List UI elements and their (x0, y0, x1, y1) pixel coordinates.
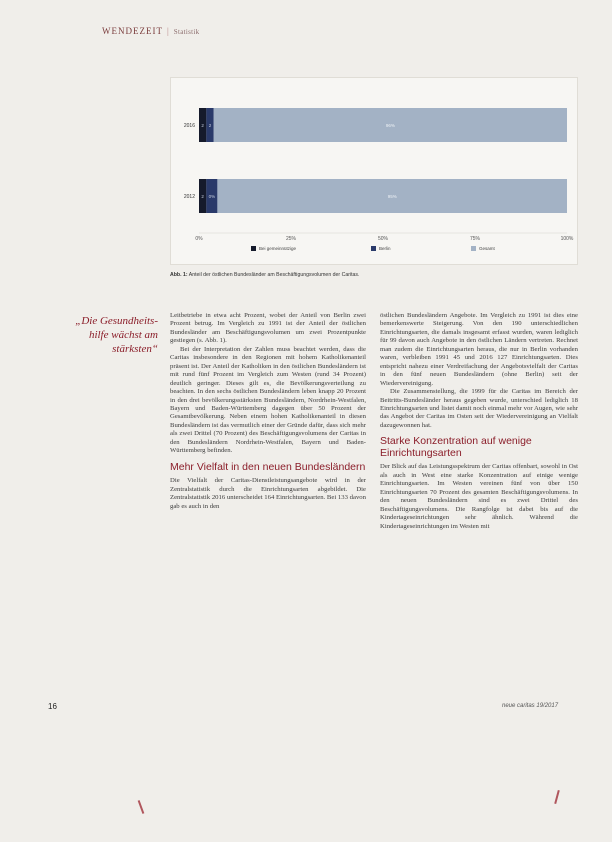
text-column-2 (380, 312, 578, 531)
col2-paragraph-2: Die Zusammenstellung, die 1999 für die Caritas im Bereich der Beitritts-Bundesländer heraus gegeben wurde, unterschied lediglich 18 Einrichtungsarten und listet damit noch einmal mehr vor Augen, wie sehr das Angebot der Caritas im Osten seit der Wiedervereinigung an Vielfalt dazugewonnen hat. (380, 388, 578, 429)
stacked-bar-chart (170, 77, 578, 265)
col1-paragraph-2: Bei der Interpretation der Zahlen muss beachtet werden, dass die Caritas insbesondere in den Regionen mit hohem Katholikenanteil präsent ist. Der Anteil der Katholiken in den östlichen Bundesländern ist mit rund fünf Prozent im Vergleich zum Westen (rund 34 Prozent) deutlich geringer. Dieses gilt es, die Bevölkerungsverteilung zu beachten. In den sechs östlichen Bundesländern leben knapp 20 Prozent in den drei bevölkerungsstärksten Bundesländern, Nordrhein-Westfalen, Bayern und Baden-Württemberg dagegen über 50 Prozent der Gesamtbevölkerung. Neben einem hohen Katholikenanteil in diesen Bundesländern ist das vermutlich einer der Gründe dafür, dass sich mehr als zwei Drittel (70 Prozent) des Beschäftigungsvolumens der Caritas in den Bundesländern Nordrhein-Westfalen, Bayern und Baden-Württemberg befinden. (170, 345, 366, 455)
legend-swatch (371, 246, 376, 251)
running-header (102, 26, 199, 36)
legend-label: Gesamt (479, 246, 495, 251)
col1-paragraph-1: Leitbetriebe in etwa acht Prozent, wobei der Anteil von Berlin zwei Prozent betrug. Im Vergleich zu 1991 ist der Anteil der östlichen Bundesländer am Beschäftigungsvolumen um zwei Prozentpunkte gestiegen (s. Abb. 1). (170, 312, 366, 345)
text-column-1 (170, 312, 366, 511)
segment-label: 0% (208, 194, 216, 199)
x-tick-label: 75% (469, 236, 481, 242)
x-tick-label: 25% (285, 236, 297, 242)
col2-paragraph-1: östlichen Bundesländern Angebote. Im Vergleich zu 1991 ist dies eine bemerkenswerte Steigerung. Von den 190 unterschiedlichen Einrichtungsarten, die damals insgesamt erfasst wurden, waren lediglich für 99 davon auch Angebote in den östlichen Ländern vertreten. Rechnet man zudem die Einrichtungsarten heraus, die nur in Berlin vorhanden waren, verbleiben 1991 45 und 2016 127 Einrichtungsarten. Dies entspricht nahezu einer Verdreifachung der Angebotsvielfalt der Caritas in den fünf neuen Bundesländern (ohne Berlin) seit der Wiedervereinigung. (380, 312, 578, 387)
legend-label: Berlin (379, 246, 391, 251)
segment-label: 2 (208, 123, 212, 128)
x-tick-label: 0% (195, 236, 203, 242)
header-section: Statistik (173, 28, 200, 36)
col2-paragraph-3: Der Blick auf das Leistungsspektrum der Caritas offenbart, sowohl in Ost als auch in West eine starke Konzentration auf einige wenige Einrichtungsarten. Im Westen vereinen fünf von über 150 Einrichtungsarten 70 Prozent des gesamten Beschäftigungsvolumens. In den neuen Bundesländern sind es zwei Drittel des Beschäftigungsvolumens. Die Rangfolge ist dabei bis auf die Kindertageseinrichtungen sehr ähnlich. Während die Kindertageseinrichtungen im Westen mit (380, 463, 578, 530)
margin-mark (138, 800, 145, 814)
category-label: 2016 (183, 123, 195, 129)
segment-label: 2 (201, 194, 204, 199)
col2-subheading: Starke Konzentration auf wenige Einrichtungsarten (380, 435, 532, 459)
segment-label: 96% (385, 123, 395, 128)
page-number: 16 (48, 702, 57, 711)
caption-label: Abb. 1: (170, 272, 188, 278)
legend-label: Bei gemeinnützige (259, 246, 297, 251)
figure-caption (170, 272, 576, 278)
chart-svg (171, 78, 577, 264)
x-tick-label: 100% (560, 236, 574, 242)
magazine-footer: neue caritas 19/2017 (502, 703, 559, 709)
legend-swatch (251, 246, 256, 251)
category-label: 2012 (183, 194, 195, 200)
margin-mark (554, 790, 560, 804)
x-tick-label: 50% (377, 236, 389, 242)
header-title: WENDEZEIT (102, 26, 163, 36)
col1-paragraph-3: Die Vielfalt der Caritas-Dienstleistungsangebote wird in der Zentralstatistik durch die Einrichtungsarten abgebildet. Die Zentralstatistik 2016 unterscheidet 164 Einrichtungsarten. Bei 133 davon gab es auch in den (170, 477, 366, 510)
legend-swatch (471, 246, 476, 251)
caption-text: Anteil der östlichen Bundesländer am Beschäftigungsvolumen der Caritas. (188, 272, 360, 278)
segment-label: 95% (387, 194, 397, 199)
header-separator: | (166, 26, 170, 36)
col1-subheading: Mehr Vielfalt in den neuen Bundesländern (170, 460, 366, 473)
segment-label: 2 (201, 123, 204, 128)
pull-quote: „Die Gesundheits-hilfe wächst am stärksten“ (75, 315, 158, 355)
